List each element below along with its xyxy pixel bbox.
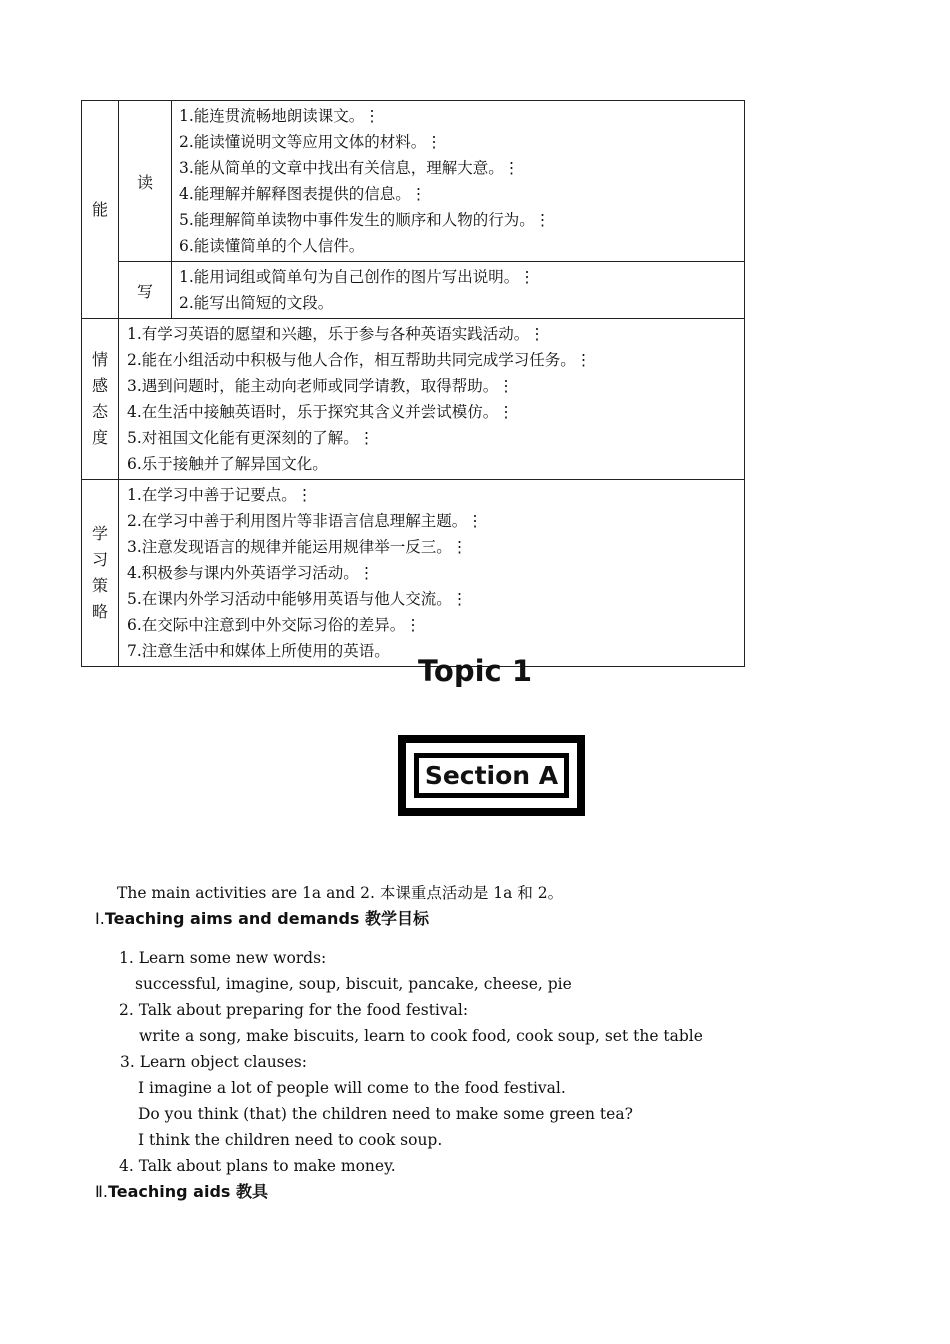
category-ability-cell — [82, 101, 119, 319]
subcategory-write-label: 写 — [136, 281, 153, 301]
attitude-objective-item: 5.对祖国文化能有更深刻的了解。⋮ — [127, 429, 375, 447]
attitude-items-cell — [119, 319, 745, 480]
strategy-objective-item: 2.在学习中善于利用图片等非语言信息理解主题。⋮ — [127, 512, 483, 530]
read-objective-item: 4.能理解并解释图表提供的信息。⋮ — [179, 185, 427, 203]
category-label-char: 感 — [91, 376, 108, 395]
strategy-objective-item: 5.在课内外学习活动中能够用英语与他人交流。⋮ — [127, 590, 468, 608]
heading-text: Teaching aims and demands 教学目标 — [104, 909, 429, 928]
teaching-aim-line: write a song, make biscuits, learn to cook food, cook soup, set the table — [139, 1027, 703, 1045]
section-title-box — [398, 735, 585, 816]
intro-text: The main activities are 1a and 2. 本课重点活动是 1a 和 2。 — [117, 884, 564, 902]
heading-teaching-aids — [95, 1179, 268, 1205]
write-items-cell — [172, 262, 745, 319]
category-label-char: 学 — [91, 524, 108, 543]
teaching-aim-line: successful, imagine, soup, biscuit, pancake, cheese, pie — [135, 975, 572, 993]
strategy-items-cell — [119, 480, 745, 667]
write-objective-item: 2.能写出简短的文段。 — [179, 294, 334, 312]
attitude-items-list — [119, 319, 744, 479]
strategy-objective-item: 6.在交际中注意到中外交际习俗的差异。⋮ — [127, 616, 421, 634]
attitude-objective-item: 1.有学习英语的愿望和兴趣，乐于参与各种英语实践活动。⋮ — [127, 325, 545, 343]
category-label-char: 度 — [91, 428, 108, 447]
attitude-objective-item: 6.乐于接触并了解异国文化。 — [127, 455, 328, 473]
read-objective-item: 6.能读懂简单的个人信件。 — [179, 237, 365, 255]
objectives-table — [81, 100, 745, 667]
write-objective-item: 1.能用词组或简单句为自己创作的图片写出说明。⋮ — [179, 268, 535, 286]
strategy-objective-item: 4.积极参与课内外英语学习活动。⋮ — [127, 564, 375, 582]
strategy-objective-item: 7.注意生活中和媒体上所使用的英语。 — [127, 642, 390, 660]
category-ability-label — [82, 197, 118, 223]
section-title: Section A — [419, 758, 564, 793]
read-objective-item: 1.能连贯流畅地朗读课文。⋮ — [179, 107, 380, 125]
heading-numeral: Ⅱ. — [95, 1182, 108, 1201]
read-items-list — [172, 101, 744, 261]
heading-text: Teaching aids 教具 — [107, 1182, 269, 1201]
category-label-char: 策 — [91, 576, 108, 595]
strategy-objective-item: 1.在学习中善于记要点。⋮ — [127, 486, 313, 504]
read-objective-item: 2.能读懂说明文等应用文体的材料。⋮ — [179, 133, 442, 151]
teaching-aim-line: I think the children need to cook soup. — [138, 1131, 443, 1149]
category-attitude-cell — [82, 319, 119, 480]
heading-teaching-aims — [95, 906, 429, 932]
subcategory-read-label: 读 — [136, 172, 153, 192]
teaching-aim-line: 3. Learn object clauses: — [120, 1053, 307, 1071]
category-label-char: 态 — [91, 402, 108, 421]
teaching-aim-line: I imagine a lot of people will come to the food festival. — [138, 1079, 566, 1097]
teaching-aim-line: 1. Learn some new words: — [119, 949, 327, 967]
heading-numeral: Ⅰ. — [95, 909, 105, 928]
category-label-char: 能 — [91, 199, 108, 219]
strategy-items-list — [119, 480, 744, 666]
subcategory-write-cell — [119, 262, 172, 319]
attitude-objective-item: 3.遇到问题时，能主动向老师或同学请教，取得帮助。⋮ — [127, 377, 514, 395]
write-items-list — [172, 262, 744, 318]
topic-title: Topic 1 — [417, 654, 533, 688]
teaching-aim-line: Do you think (that) the children need to make some green tea? — [138, 1105, 633, 1123]
teaching-aim-line: 2. Talk about preparing for the food festival: — [119, 1001, 469, 1019]
strategy-objective-item: 3.注意发现语言的规律并能运用规律举一反三。⋮ — [127, 538, 468, 556]
read-items-cell — [172, 101, 745, 262]
category-strategy-label — [82, 521, 118, 625]
category-label-char: 习 — [91, 550, 108, 569]
category-label-char: 情 — [91, 350, 108, 369]
read-objective-item: 3.能从简单的文章中找出有关信息，理解大意。⋮ — [179, 159, 520, 177]
category-attitude-label — [82, 347, 118, 451]
attitude-objective-item: 4.在生活中接触英语时，乐于探究其含义并尝试模仿。⋮ — [127, 403, 514, 421]
category-label-char: 略 — [91, 602, 108, 621]
teaching-aim-line: 4. Talk about plans to make money. — [119, 1157, 396, 1175]
attitude-objective-item: 2.能在小组活动中积极与他人合作，相互帮助共同完成学习任务。⋮ — [127, 351, 592, 369]
category-strategy-cell — [82, 480, 119, 667]
read-objective-item: 5.能理解简单读物中事件发生的顺序和人物的行为。⋮ — [179, 211, 551, 229]
subcategory-read-cell — [119, 101, 172, 262]
